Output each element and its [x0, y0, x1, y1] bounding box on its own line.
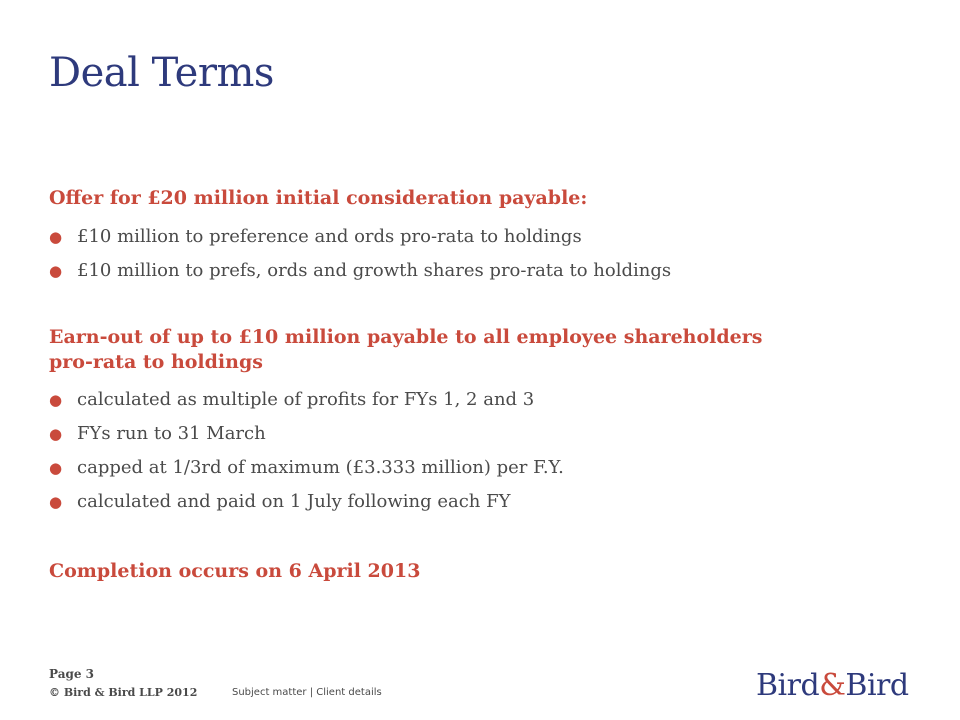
list-item-text: £10 million to prefs, ords and growth shares pro-rata to holdings	[77, 260, 672, 281]
list-item-text: £10 million to preference and ords pro-rata to holdings	[77, 226, 582, 247]
slide-title: Deal Terms	[49, 50, 274, 96]
page-number: Page 3	[49, 667, 95, 681]
bullet-list	[49, 383, 909, 519]
list-item	[49, 254, 909, 288]
list-item-text: FYs run to 31 March	[77, 423, 266, 444]
list-item-text: calculated as multiple of profits for FYs 1, 2 and 3	[77, 389, 535, 410]
section-earn-out	[49, 325, 909, 519]
list-item	[49, 220, 909, 254]
list-item	[49, 383, 909, 417]
bullet-icon: ●	[49, 493, 63, 511]
list-item-text: capped at 1/3rd of maximum (£3.333 million) per F.Y.	[77, 457, 564, 478]
bullet-icon: ●	[49, 425, 63, 443]
section-heading-line: Earn-out of up to £10 million payable to all employee shareholders	[49, 326, 763, 348]
list-item	[49, 451, 909, 485]
bullet-icon: ●	[49, 391, 63, 409]
bullet-icon: ●	[49, 262, 63, 280]
bullet-icon: ●	[49, 459, 63, 477]
list-item	[49, 485, 909, 519]
bird-and-bird-logo	[756, 668, 909, 703]
section-completion	[49, 559, 909, 584]
section-heading: Completion occurs on 6 April 2013	[49, 560, 421, 582]
copyright-notice: © Bird & Bird LLP 2012	[49, 686, 198, 699]
list-item	[49, 417, 909, 451]
list-item-text: calculated and paid on 1 July following each FY	[77, 491, 511, 512]
logo-ampersand: &	[819, 668, 846, 703]
bullet-icon: ●	[49, 228, 63, 246]
subject-client-details: Subject matter | Client details	[232, 687, 382, 698]
section-heading	[49, 325, 909, 375]
section-heading: Offer for £20 million initial consideration payable:	[49, 187, 588, 209]
section-heading-line: pro-rata to holdings	[49, 351, 263, 373]
bullet-list	[49, 220, 909, 288]
section-offer	[49, 186, 909, 288]
slide-content	[49, 186, 909, 584]
logo-text: Bird	[756, 668, 820, 703]
logo-text: Bird	[845, 668, 909, 703]
